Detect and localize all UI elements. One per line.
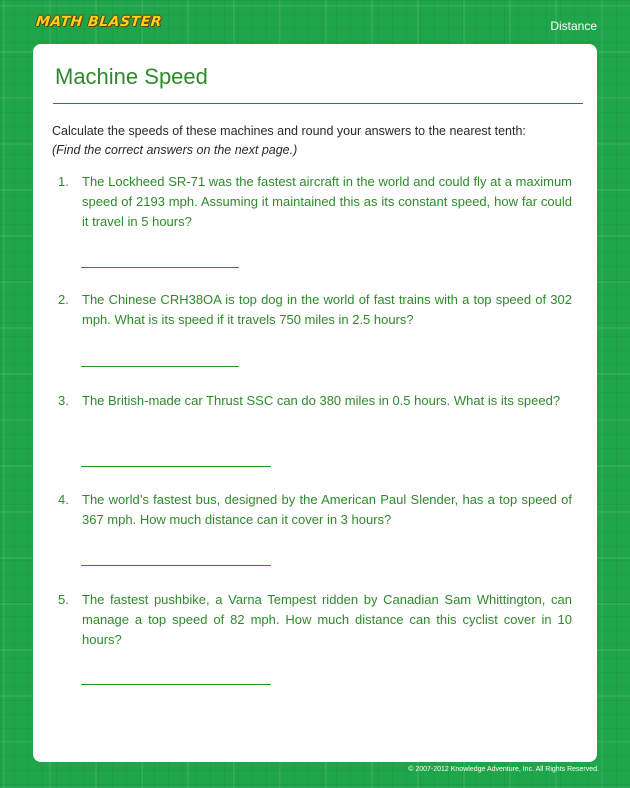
answer-line-3[interactable] xyxy=(81,466,271,467)
page-title: Machine Speed xyxy=(55,64,208,89)
question-2 xyxy=(58,290,572,330)
question-number: 5. xyxy=(58,592,69,607)
question-text: The Lockheed SR-71 was the fastest aircraft in the world and could fly at a maximum speed of 2193 mph. Assuming it maintained this as its constant speed, how far could it travel in 5 hours? xyxy=(82,174,572,229)
answer-line-1[interactable] xyxy=(81,267,239,268)
logo-text: MATH BLASTER xyxy=(35,14,163,30)
title-divider xyxy=(53,103,583,104)
question-4 xyxy=(58,490,572,530)
question-number: 4. xyxy=(58,492,69,507)
question-5 xyxy=(58,590,572,650)
answer-line-4[interactable] xyxy=(81,565,271,566)
question-text: The fastest pushbike, a Varna Tempest ridden by Canadian Sam Whittington, can manage a top speed of 82 mph. How much distance can this cyclist cover in 10 hours? xyxy=(82,592,572,647)
topic-label: Distance xyxy=(550,19,597,33)
question-number: 1. xyxy=(58,174,69,189)
instructions-text: Calculate the speeds of these machines and round your answers to the nearest tenth: xyxy=(52,124,526,138)
question-number: 2. xyxy=(58,292,69,307)
answer-line-2[interactable] xyxy=(81,366,239,367)
question-3 xyxy=(58,391,572,411)
question-1 xyxy=(58,172,572,232)
instructions xyxy=(52,122,582,160)
question-number: 3. xyxy=(58,393,69,408)
question-text: The British-made car Thrust SSC can do 380 miles in 0.5 hours. What is its speed? xyxy=(82,393,561,408)
copyright-notice: © 2007-2012 Knowledge Adventure, Inc. All Rights Reserved. xyxy=(408,766,599,773)
question-text: The Chinese CRH38OA is top dog in the world of fast trains with a top speed of 302 mph. What is its speed if it travels 750 miles in 2.5 hours? xyxy=(82,292,572,327)
question-text: The world’s fastest bus, designed by the American Paul Slender, has a top speed of 367 mph. How much distance can it cover in 3 hours? xyxy=(82,492,572,527)
answer-line-5[interactable] xyxy=(81,684,271,685)
instructions-note: (Find the correct answers on the next page.) xyxy=(52,143,298,157)
math-blaster-logo xyxy=(36,11,162,33)
worksheet-card xyxy=(33,44,597,762)
